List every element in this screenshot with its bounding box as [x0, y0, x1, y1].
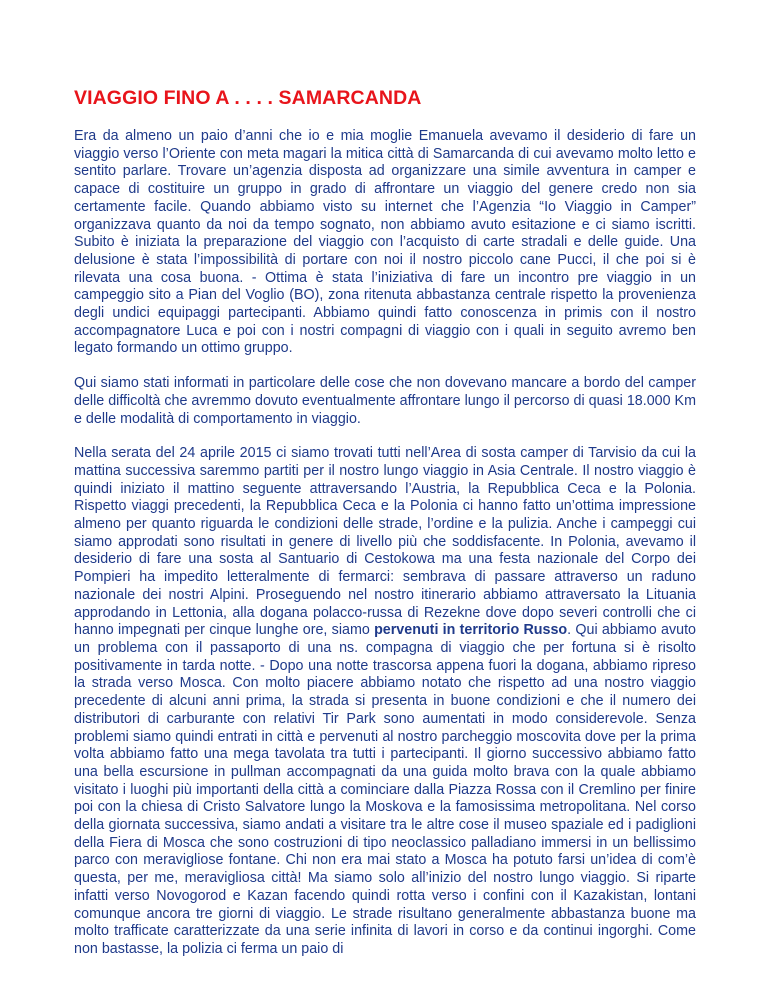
paragraph-journey-text-1: Nella serata del 24 aprile 2015 ci siamo trovati tutti nell’Area di sosta camper di Tarvisio da cui la mattina successiva saremmo partiti per il nostro lungo viaggio in Asia Centrale. Il nostro viaggio è quindi iniziato il mattino seguente attraversando l’Austria, la Repubblica Ceca e la Polonia. Rispetto viaggi precedenti, la Repubblica Ceca e la Polonia ci hanno fatto un’ottima impressione almeno per quanto riguarda le condizioni delle strade, l’ordine e la pulizia. Anche i campeggi cui siamo approdati sono risultati in genere di livello più che soddisfacente. In Polonia, avevamo il desiderio di fare una sosta al Santuario di Cestokowa ma una festa nazionale del Corpo dei Pompieri ha impedito letteralmente di fermarci: sembrava di passare attraverso un raduno nazionale dei nostri Alpini. Proseguendo nel nostro itinerario abbiamo attraversato la Lituania approdando in Lettonia, alla dogana polacco-russa di Rezekne dove dopo severi controlli che ci hanno impegnati per cinque lunghe ore, siamo — [74, 445, 696, 639]
paragraph-intro: Era da almeno un paio d’anni che io e mia moglie Emanuela avevamo il desiderio di fare un viaggio verso l’Oriente con meta magari la mitica città di Samarcanda di cui avevamo molto letto e sentito parlare. Trovare un’agenzia disposta ad organizzare una simile avventura in camper e capace di costituire un gruppo in grado di affrontare un viaggio del genere credo non sia certamente facile. Quando abbiamo visto su internet che l’Agenzia “Io Viaggio in Camper” organizzava quanto da noi da tempo sognato, non abbiamo avuto esitazione e ci siamo iscritti. Subito è iniziata la preparazione del viaggio con l’acquisto di carte stradali e delle guide. Una delusione è stata l’impossibilità di portare con noi il nostro piccolo cane Pucci, il che poi si è rilevata una cosa buona. - Ottima è stata l’iniziativa di fare un incontro pre viaggio in un campeggio sito a Pian del Voglio (BO), zona ritenuta abbastanza centrale rispetto la provenienza degli undici equipaggi partecipanti. Abbiamo quindi fatto conoscenza in primis con il nostro accompagnatore Luca e poi con i nostri compagni di viaggio con i quali in seguito avremo ben legato formando un ottimo gruppo. — [74, 128, 696, 357]
paragraph-journey-text-2: . Qui abbiamo avuto un problema con il passaporto di una ns. compagna di viaggio che per fortuna si è risolto positivamente in tarda notte. - Dopo una notte trascorsa appena fuori la dogana, abbiamo ripreso la strada verso Mosca. Con molto piacere abbiamo notato che rispetto ad una nostro viaggio precedente di alcuni anni prima, la strada si presenta in buone condizioni e che il numero dei distributori di carburante con relativi Tir Park sono aumentati in modo considerevole. Senza problemi siamo quindi entrati in città e pervenuti al nostro parcheggio moscovita dove per la prima volta abbiamo fatto una mega tavolata tra tutti i partecipanti. Il giorno successivo abbiamo fatto una bella escursione in pullman accompagnati da una guida molto brava con la quale abbiamo visitato i luoghi più importanti della città a cominciare dalla Piazza Rossa con il Cremlino per finire poi con la chiesa di Cristo Salvatore lungo la Moskova e la famosissima metropolitana. Nel corso della giornata successiva, siamo andati a visitare tra le altre cose il museo spaziale ed i padiglioni della Fiera di Mosca che sono costruzioni di tipo neoclassico palladiano immersi in un bellissimo parco con meravigliose fontane. Chi non era mai stato a Mosca ha potuto farsi un’idea di com’è questa, per me, meravigliosa città! Ma siamo solo all’inizio del nostro lungo viaggio. Si riparte infatti verso Novogorod e Kazan facendo quindi rotta verso i confini con il Kazakistan, lontani comunque ancora tre giorni di viaggio. Le strade risultano generalmente abbastanza buone ma molto trafficate caratterizzate da una serie infinita di lavori in corso e da continui ingorghi. Come non bastasse, la polizia ci ferma un paio di — [74, 622, 696, 957]
paragraph-briefing: Qui siamo stati informati in particolare delle cose che non dovevano mancare a bordo del camper delle difficoltà che avremmo dovuto eventualmente affrontare lungo il percorso di quasi 18.000 Km e delle modalità di comportamento in viaggio. — [74, 375, 696, 427]
document-title: VIAGGIO FINO A . . . . SAMARCANDA — [74, 87, 422, 109]
document-page — [74, 86, 696, 976]
paragraph-journey — [74, 445, 696, 958]
paragraph-journey-highlight: pervenuti in territorio Russo — [374, 622, 568, 639]
